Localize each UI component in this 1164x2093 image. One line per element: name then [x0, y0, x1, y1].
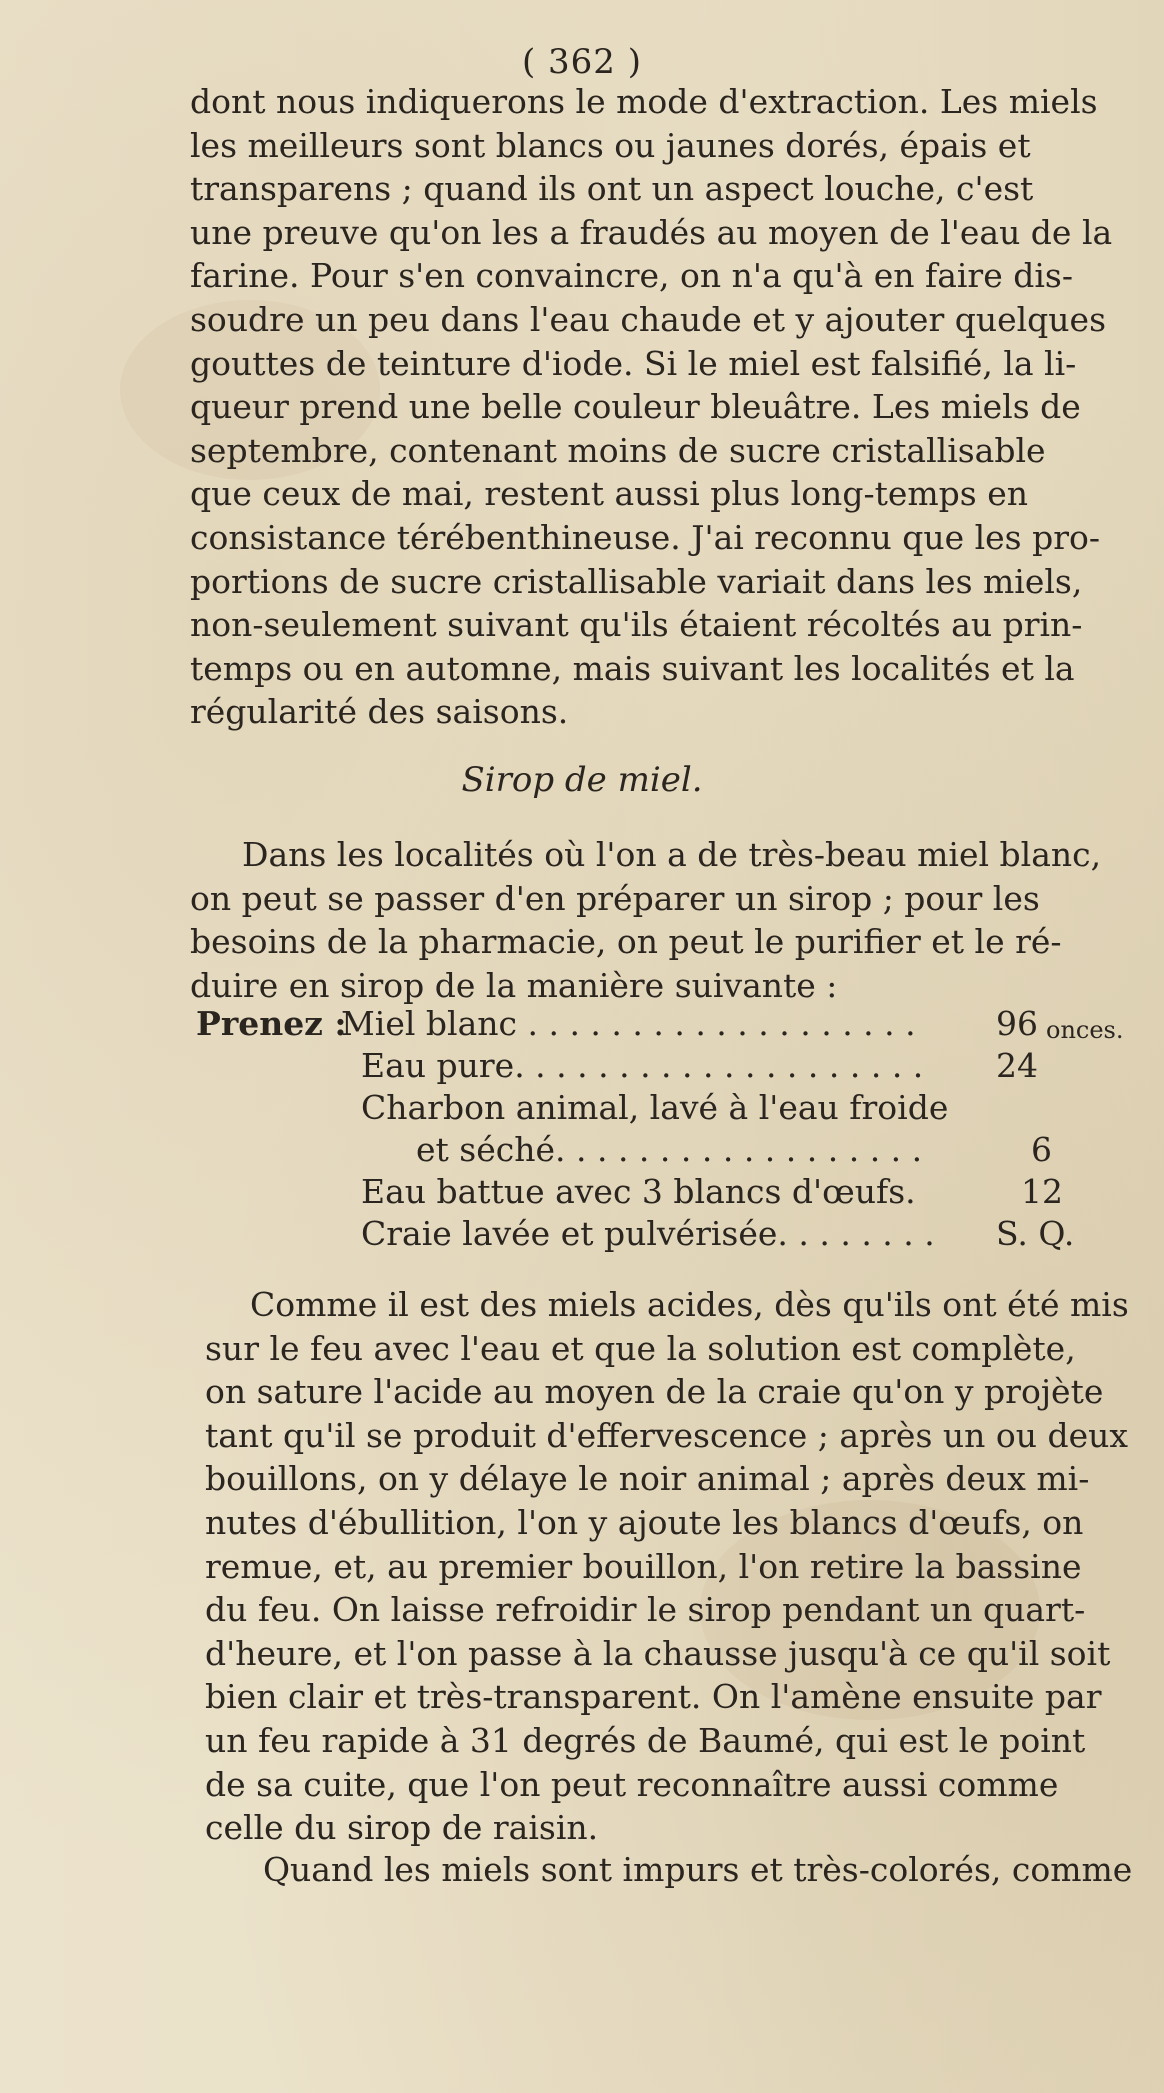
- text-line: remue, et, au premier bouillon, l'on retire la bassine: [205, 1546, 1082, 1586]
- recipe-item: Eau pure. . . . . . . . . . . . . . . . . . . .: [361, 1046, 924, 1085]
- text-line: Dans les localités où l'on a de très-beau miel blanc,: [242, 835, 1102, 874]
- paragraph-2: [190, 833, 1150, 1007]
- recipe-table: [196, 1003, 1136, 1255]
- recipe-quantity: 12: [1021, 1172, 1063, 1211]
- recipe-row: [196, 1087, 1136, 1129]
- recipe-row: [196, 1003, 1136, 1045]
- text-line: queur prend une belle couleur bleuâtre. Les miels de: [190, 387, 1081, 427]
- text-line: gouttes de teinture d'iode. Si le miel est falsifié, la li-: [190, 343, 1077, 383]
- recipe-quantity: 6: [1031, 1130, 1052, 1169]
- text-line: non-seulement suivant qu'ils étaient récoltés au prin-: [190, 605, 1083, 645]
- recipe-quantity: 96: [996, 1004, 1038, 1043]
- text-line: de sa cuite, que l'on peut reconnaître aussi comme: [205, 1764, 1059, 1804]
- recipe-item: Miel blanc . . . . . . . . . . . . . . . . . . .: [341, 1004, 916, 1043]
- recipe-item: Eau battue avec 3 blancs d'œufs.: [361, 1172, 916, 1211]
- recipe-lead: Prenez :: [196, 1004, 347, 1043]
- section-heading: Sirop de miel.: [461, 760, 703, 800]
- recipe-quantity: 24: [996, 1046, 1038, 1085]
- text-line: temps ou en automne, mais suivant les localités et la: [190, 648, 1075, 688]
- text-line: d'heure, et l'on passe à la chausse jusqu'à ce qu'il soit: [205, 1633, 1111, 1673]
- recipe-unit: onces.: [1046, 1016, 1124, 1044]
- text-line: farine. Pour s'en convaincre, on n'a qu'à en faire dis-: [190, 256, 1073, 296]
- text-line: dont nous indiquerons le mode d'extraction. Les miels: [190, 82, 1098, 121]
- text-line: consistance térébenthineuse. J'ai reconnu que les pro-: [190, 517, 1101, 557]
- recipe-item: Craie lavée et pulvérisée. . . . . . . .: [361, 1214, 935, 1253]
- page-number: ( 362 ): [521, 42, 643, 82]
- recipe-row: [196, 1171, 1136, 1213]
- recipe-row: [196, 1045, 1136, 1087]
- text-line: une preuve qu'on les a fraudés au moyen de l'eau de la: [190, 212, 1113, 252]
- text-line: Comme il est des miels acides, dès qu'ils ont été mis: [250, 1285, 1129, 1324]
- text-line: tant qu'il se produit d'effervescence ; après un ou deux: [205, 1415, 1129, 1455]
- text-line: du feu. On laisse refroidir le sirop pendant un quart-: [205, 1590, 1086, 1630]
- recipe-row: [196, 1129, 1136, 1171]
- recipe-item: Charbon animal, lavé à l'eau froide: [361, 1088, 949, 1127]
- paragraph-1: [190, 80, 1150, 734]
- text-line: bien clair et très-transparent. On l'amène ensuite par: [205, 1677, 1102, 1717]
- text-line: soudre un peu dans l'eau chaude et y ajouter quelques: [190, 299, 1107, 339]
- text-line: un feu rapide à 31 degrés de Baumé, qui est le point: [205, 1720, 1086, 1760]
- text-line: sur le feu avec l'eau et que la solution est complète,: [205, 1328, 1076, 1368]
- paragraph-3: [205, 1283, 1150, 1850]
- text-line: besoins de la pharmacie, on peut le purifier et le ré-: [190, 922, 1062, 962]
- text-line: nutes d'ébullition, l'on y ajoute les blancs d'œufs, on: [205, 1502, 1084, 1542]
- recipe-row: [196, 1213, 1136, 1255]
- recipe-item: et séché. . . . . . . . . . . . . . . . . .: [416, 1130, 923, 1169]
- text-line: bouillons, on y délaye le noir animal ; après deux mi-: [205, 1459, 1090, 1499]
- text-line: transparens ; quand ils ont un aspect louche, c'est: [190, 169, 1034, 209]
- text-line: les meilleurs sont blancs ou jaunes dorés, épais et: [190, 125, 1031, 165]
- text-line: on sature l'acide au moyen de la craie qu'on y projète: [205, 1372, 1104, 1412]
- continuation-line: Quand les miels sont impurs et très-colorés, comme: [263, 1850, 1133, 1889]
- text-line: portions de sucre cristallisable variait dans les miels,: [190, 561, 1083, 601]
- text-line: que ceux de mai, restent aussi plus long-temps en: [190, 474, 1029, 514]
- text-line: régularité des saisons.: [190, 692, 569, 732]
- text-line: on peut se passer d'en préparer un sirop ; pour les: [190, 878, 1040, 918]
- text-line: celle du sirop de raisin.: [205, 1808, 599, 1848]
- recipe-quantity: S. Q.: [996, 1214, 1075, 1253]
- text-line: septembre, contenant moins de sucre cristallisable: [190, 430, 1046, 470]
- text-line: duire en sirop de la manière suivante :: [190, 965, 838, 1005]
